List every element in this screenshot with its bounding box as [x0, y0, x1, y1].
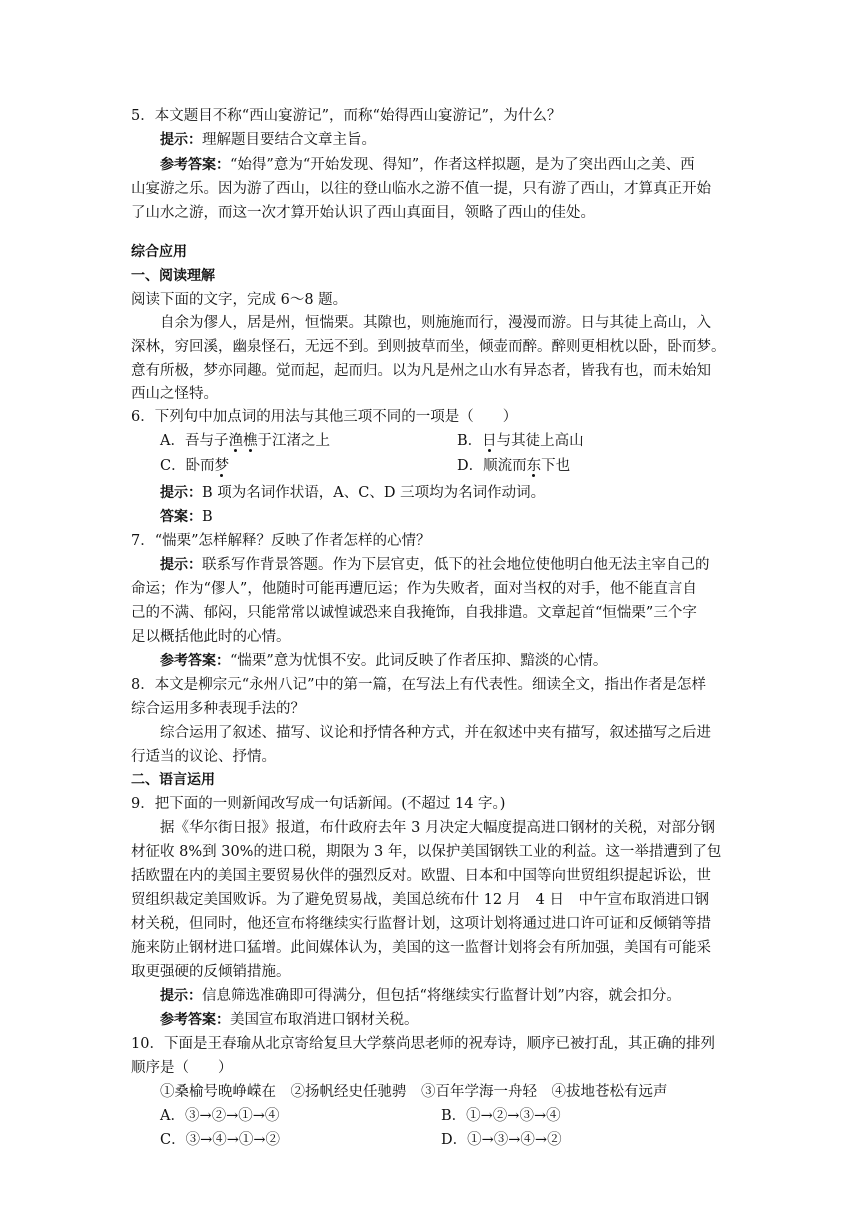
answer-label: 参考答案：	[160, 653, 230, 669]
q8-stem-line-2: 综合运用多种表现手法的？	[131, 701, 305, 717]
q6-answer	[160, 505, 740, 529]
q8-answer-line-1: 综合运用了叙述、描写、议论和抒情各种方式，并在叙述中夹有描写，叙述描写之后进	[160, 725, 711, 741]
q10-option-c: C．③→④→①→②	[160, 1132, 281, 1148]
q5-answer-line-1	[160, 153, 740, 177]
answer-text: 美国宣布取消进口钢材关税。	[230, 1012, 419, 1028]
q7-hint-line-2: 命运；作为“僇人”，他随时可能再遭厄运；作为失败者，面对当权的对手，他不能直言自	[131, 581, 697, 597]
passage-line-3: 意有所极，梦亦同趣。觉而起，起而归。以为凡是州之山水有异态者，皆我有也，而未始知	[131, 363, 711, 379]
q9-news-line-5: 材关税，但同时，他还宣布将继续实行监督计划，这项计划将通过进口许可证和反倾销等措	[131, 916, 711, 932]
q6-option-c	[160, 454, 450, 478]
answer-text: B	[202, 509, 213, 525]
q9-news-line-2: 材征收 8%到 30%的进口税，期限为 3 年，以保护美国钢铁工业的利益。这一举措遭到了包	[131, 844, 722, 860]
section-title: 综合应用	[131, 244, 187, 260]
q6-option-d	[457, 454, 737, 478]
dotted-word: 渔	[228, 433, 243, 449]
q6-stem: 6．下列句中加点词的用法与其他三项不同的一项是（ ）	[131, 409, 518, 425]
answer-label: 参考答案：	[160, 157, 230, 173]
q7-hint-line-4: 足以概括他此时的心情。	[131, 629, 291, 645]
q10-verses: ①桑榆号晚峥嵘在 ②扬帆经史任驰骋 ③百年学海一舟轻 ④拔地苍松有远声	[160, 1084, 668, 1100]
hint-text: B 项为名词作状语，A、C、D 三项均为名词作动词。	[202, 485, 546, 501]
hint-label: 提示：	[160, 132, 202, 148]
q5-answer-line-2: 山宴游之乐。因为游了西山，以往的登山临水之游不值一提，只有游了西山，才算真正开始	[131, 181, 711, 197]
answer-label: 参考答案：	[160, 1012, 230, 1028]
dotted-word: 梦	[214, 458, 230, 474]
answer-text: “始得”意为“开始发现、得知”，作者这样拟题，是为了突出西山之美、西	[230, 157, 695, 173]
dotted-word: 樵	[242, 433, 258, 449]
q5-stem: 5．本文题目不称“西山宴游记”，而称“始得西山宴游记”，为什么？	[131, 108, 562, 124]
option-prefix: B．	[457, 433, 483, 449]
q9-answer	[160, 1008, 740, 1032]
q6-option-b	[457, 429, 737, 453]
part1-title: 一、阅读理解	[131, 268, 215, 284]
q7-hint-line-3: 己的不满、郁闷，只能常常以诚惶诚恐来自我掩饰，自我排遣。文章起首“恒惴栗”三个字	[131, 605, 697, 621]
q8-answer-line-2: 行适当的议论、抒情。	[131, 749, 276, 765]
option-prefix: C．卧而	[160, 458, 215, 474]
option-suffix: 于江渚之上	[257, 433, 330, 449]
passage-line-1: 自余为僇人，居是州，恒惴栗。其隙也，则施施而行，漫漫而游。日与其徒上高山，入	[160, 315, 711, 331]
q6-hint	[160, 481, 740, 505]
q7-stem: 7．“惴栗”怎样解释？反映了作者怎样的心情？	[131, 533, 431, 549]
part2-title: 二、语言运用	[131, 772, 215, 788]
passage-line-4: 西山之怪特。	[131, 386, 218, 402]
answer-label: 答案：	[160, 509, 202, 525]
q9-news-line-7: 取更强硬的反倾销措施。	[131, 964, 291, 980]
q10-option-b: B．①→②→③→④	[441, 1108, 561, 1124]
q6-option-a	[160, 429, 450, 453]
hint-label: 提示：	[160, 988, 202, 1004]
answer-text: “惴栗”意为忧惧不安。此词反映了作者压抑、黯淡的心情。	[230, 653, 608, 669]
hint-text: 理解题目要结合文章主旨。	[202, 132, 376, 148]
q7-answer	[160, 649, 740, 673]
q9-news-line-6: 施来防止钢材进口猛增。此间媒体认为，美国的这一监督计划将会有所加强，美国有可能采	[131, 940, 711, 956]
q5-hint	[160, 128, 740, 152]
q10-option-d: D．①→③→④→②	[441, 1132, 562, 1148]
option-prefix: A．吾与子	[160, 433, 229, 449]
q9-news-line-3: 括欧盟在内的美国主要贸易伙伴的强烈反对。欧盟、日本和中国等向世贸组织提起诉讼，世	[131, 868, 711, 884]
dotted-word: 日	[482, 433, 497, 449]
q10-stem-line-2: 顺序是（ ）	[131, 1060, 233, 1076]
dotted-word: 东	[526, 458, 542, 474]
option-prefix: D．顺流而	[457, 458, 527, 474]
q9-news-line-4: 贸组织裁定美国败诉。为了避免贸易战，美国总统布什 12 月 4 日 中午宣布取消进口钢	[131, 892, 709, 908]
q10-stem-line-1: 10．下面是王春瑜从北京寄给复旦大学蔡尚思老师的祝寿诗，顺序已被打乱，其正确的排列	[131, 1036, 715, 1052]
q9-news-line-1: 据《华尔街日报》报道，布什政府去年 3 月决定大幅度提高进口钢材的关税，对部分钢	[160, 820, 715, 836]
q9-stem: 9．把下面的一则新闻改写成一句话新闻。(不超过 14 字。)	[131, 796, 506, 812]
hint-text: 联系写作背景答题。作为下层官吏，低下的社会地位使他明白他无法主宰自己的	[202, 557, 710, 573]
q9-hint	[160, 984, 740, 1008]
q5-answer-line-3: 了山水之游，而这一次才算开始认识了西山真面目，领略了西山的佳处。	[131, 205, 595, 221]
passage-line-2: 深林，穷回溪，幽泉怪石，无远不到。到则披草而坐，倾壶而醉。醉则更相枕以卧，卧而梦。	[131, 339, 726, 355]
q10-option-a: A．③→②→①→④	[160, 1108, 280, 1124]
option-suffix: 下也	[541, 458, 571, 474]
read-intro: 阅读下面的文字，完成 6～8 题。	[131, 292, 348, 308]
hint-label: 提示：	[160, 485, 202, 501]
hint-label: 提示：	[160, 557, 202, 573]
q8-stem-line-1: 8．本文是柳宗元“永州八记”中的第一篇，在写法上有代表性。细读全文，指出作者是怎样	[131, 677, 707, 693]
hint-text: 信息筛选准确即可得满分，但包括“将继续实行监督计划”内容，就会扣分。	[202, 988, 681, 1004]
option-suffix: 与其徒上高山	[496, 433, 584, 449]
q7-hint-line-1	[160, 553, 740, 577]
